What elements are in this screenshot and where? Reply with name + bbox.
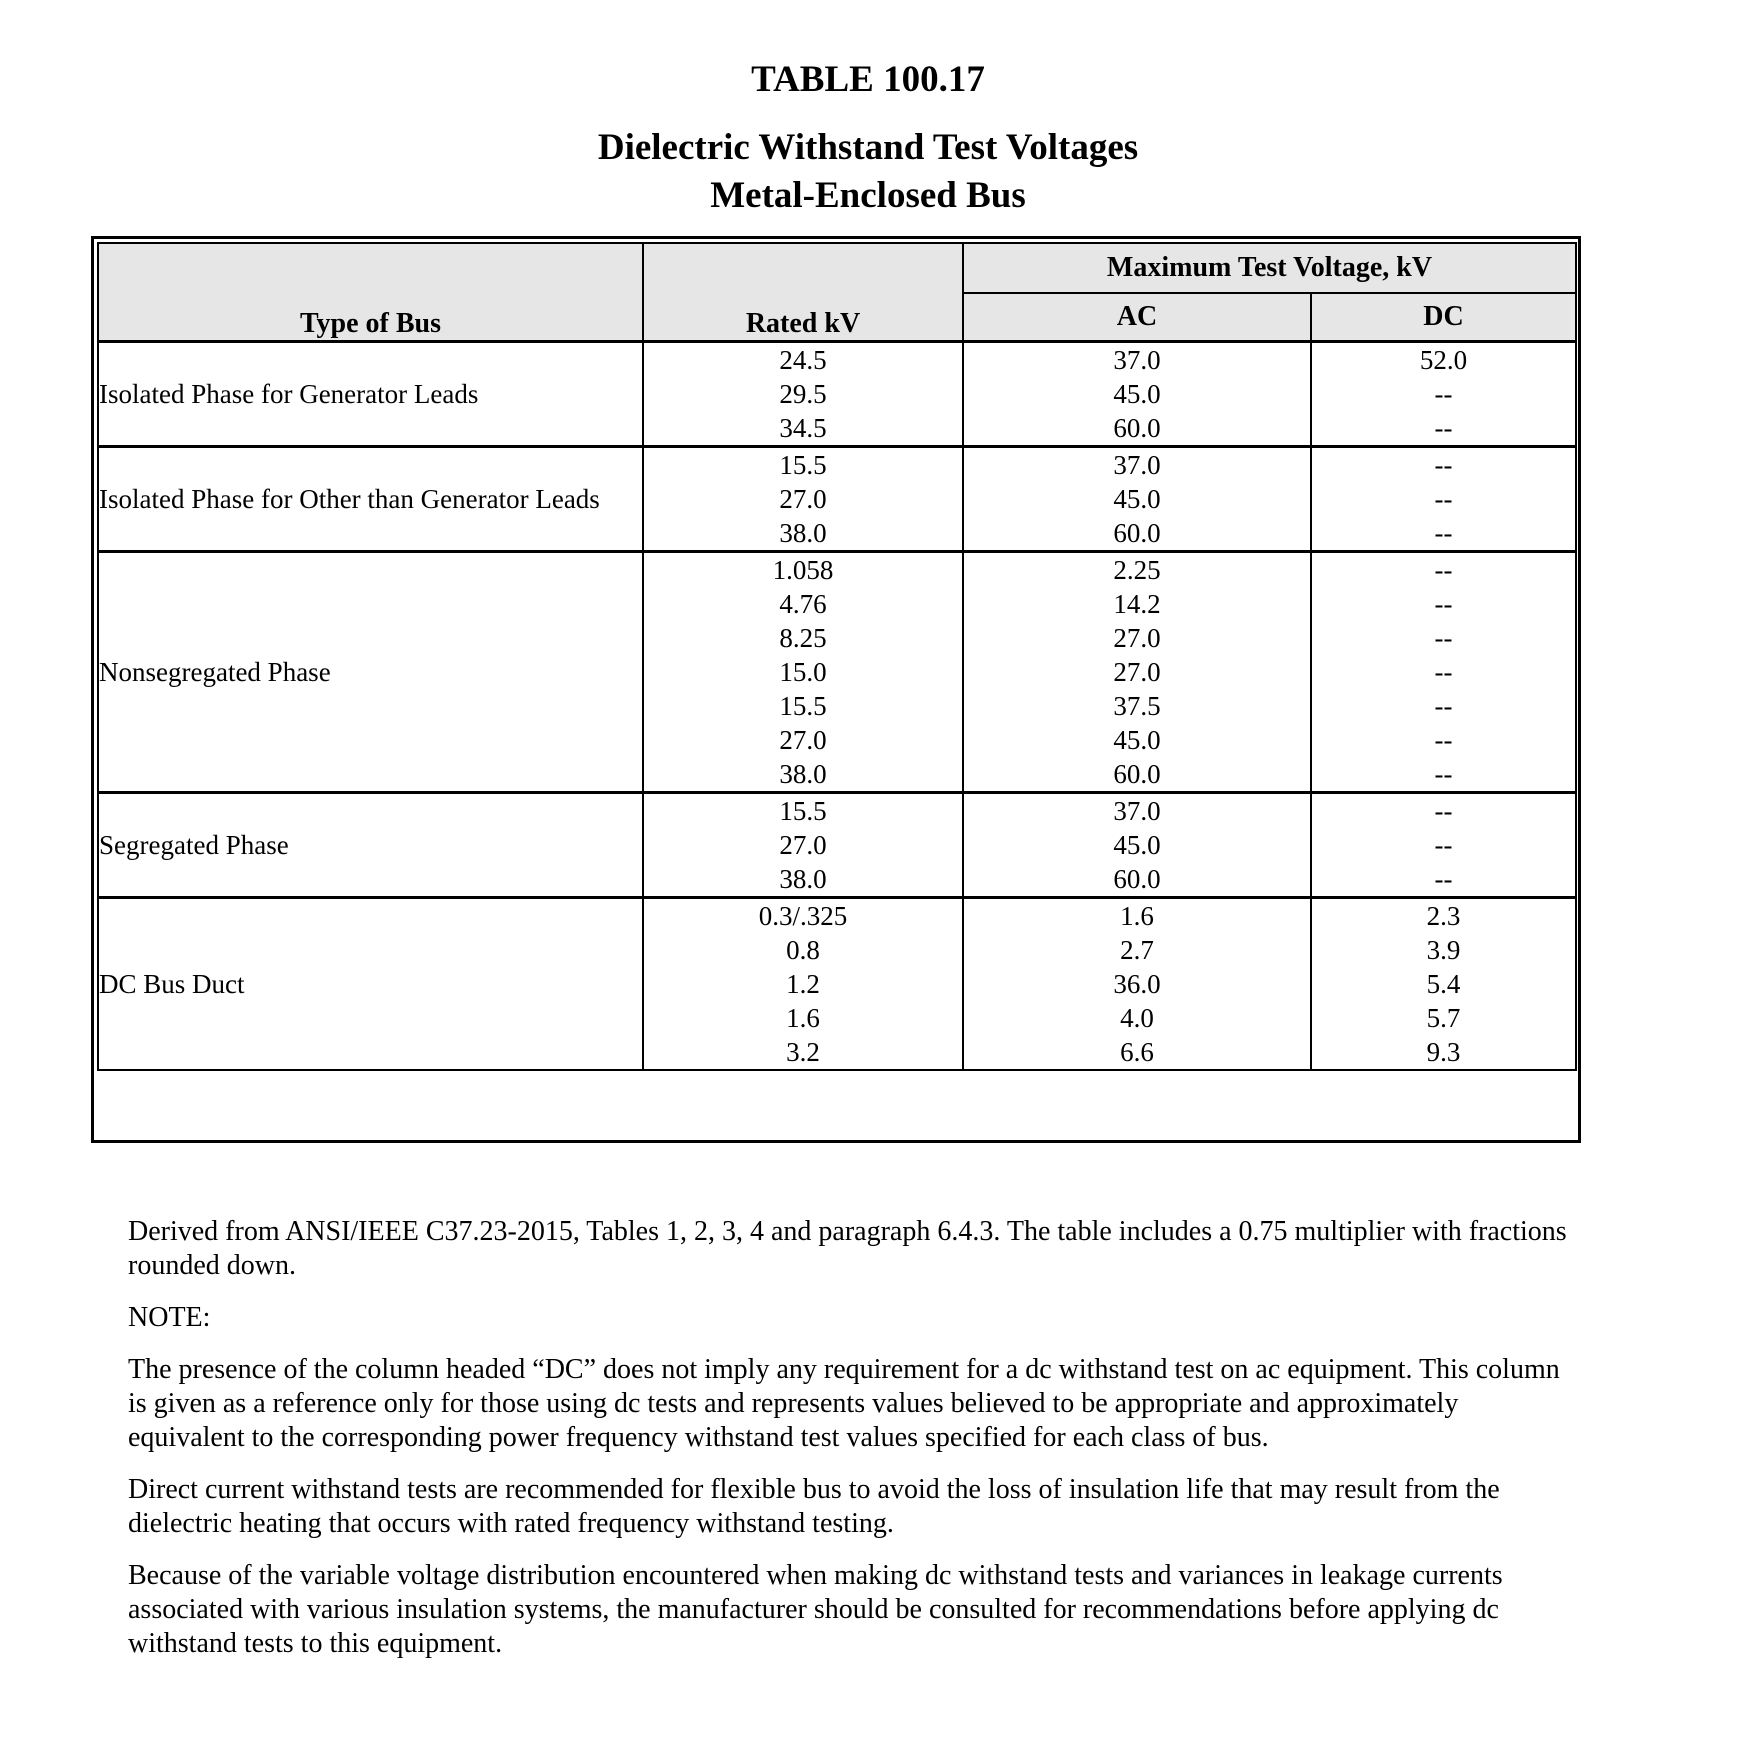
rated-values-cell: [643, 342, 963, 447]
rated-value: 15.0: [779, 657, 827, 687]
ac-value: 37.0: [1113, 450, 1161, 480]
dc-values-cell: [1311, 342, 1576, 447]
rated-value: 29.5: [779, 379, 827, 409]
table-row: [98, 793, 1576, 898]
ac-value: 45.0: [1113, 725, 1161, 755]
dc-value: 9.3: [1426, 1037, 1461, 1067]
ac-values-cell: [963, 552, 1311, 793]
header-type-of-bus: Type of Bus: [98, 243, 643, 342]
table-notes: [128, 1215, 1568, 1679]
table-row: [98, 342, 1576, 447]
ac-value: 36.0: [1113, 969, 1161, 999]
table-row: [98, 447, 1576, 552]
ac-value: 37.5: [1113, 691, 1161, 721]
dc-value: --: [1434, 691, 1453, 721]
rated-value: 8.25: [779, 623, 827, 653]
dc-value: --: [1434, 518, 1453, 548]
dc-value: --: [1434, 864, 1453, 894]
note-paragraph-2: Direct current withstand tests are recommended for flexible bus to avoid the loss of insulation life that may result from the dielectric heating that occurs with rated frequency withstand testing.: [128, 1474, 1500, 1539]
rated-value: 15.5: [779, 691, 827, 721]
dc-values-cell: [1311, 898, 1576, 1071]
ac-value: 6.6: [1120, 1037, 1154, 1067]
ac-values-cell: [963, 898, 1311, 1071]
rated-value: 3.2: [786, 1037, 820, 1067]
rated-value: 27.0: [779, 725, 827, 755]
table-row: [98, 898, 1576, 1071]
rated-value: 38.0: [779, 518, 827, 548]
bus-type-cell: Isolated Phase for Other than Generator Leads: [98, 447, 643, 552]
rated-value: 4.76: [779, 589, 827, 619]
ac-values-cell: [963, 342, 1311, 447]
ac-value: 2.7: [1120, 935, 1154, 965]
dc-value: --: [1434, 830, 1453, 860]
ac-value: 37.0: [1113, 345, 1161, 375]
dc-value: 3.9: [1426, 935, 1461, 965]
table-title: [0, 124, 1744, 220]
rated-value: 1.6: [786, 1003, 820, 1033]
rated-value: 38.0: [779, 759, 827, 789]
ac-value: 45.0: [1113, 379, 1161, 409]
rated-values-cell: [643, 552, 963, 793]
dc-values-cell: [1311, 447, 1576, 552]
table-title-line1: Dielectric Withstand Test Voltages: [597, 127, 1139, 168]
dc-value: --: [1434, 725, 1453, 755]
ac-value: 27.0: [1113, 657, 1161, 687]
bus-type-cell: Nonsegregated Phase: [98, 552, 643, 793]
note-label: NOTE:: [128, 1302, 211, 1333]
rated-value: 15.5: [779, 796, 827, 826]
rated-values-cell: [643, 793, 963, 898]
table-body: [98, 342, 1576, 1071]
dc-values-cell: [1311, 793, 1576, 898]
ac-value: 1.6: [1120, 901, 1154, 931]
ac-value: 2.25: [1113, 555, 1161, 585]
dc-value: --: [1434, 484, 1453, 514]
rated-value: 1.058: [772, 555, 834, 585]
rated-value: 1.2: [786, 969, 820, 999]
ac-value: 60.0: [1113, 759, 1161, 789]
dc-value: 2.3: [1426, 901, 1461, 931]
dc-value: --: [1434, 759, 1453, 789]
table-number: TABLE 100.17: [751, 59, 985, 100]
rated-value: 0.3/.325: [758, 901, 848, 931]
ac-value: 60.0: [1113, 413, 1161, 443]
rated-values-cell: [643, 447, 963, 552]
dc-value: 5.4: [1426, 969, 1461, 999]
rated-value: 15.5: [779, 450, 827, 480]
dc-value: --: [1434, 555, 1453, 585]
derived-note: Derived from ANSI/IEEE C37.23-2015, Tables 1, 2, 3, 4 and paragraph 6.4.3. The table includes a 0.75 multiplier with fractions rounded down.: [128, 1216, 1567, 1281]
dc-value: --: [1434, 796, 1453, 826]
rated-value: 38.0: [779, 864, 827, 894]
dc-value: --: [1434, 657, 1453, 687]
rated-value: 0.8: [786, 935, 820, 965]
ac-value: 4.0: [1120, 1003, 1154, 1033]
note-paragraph-1: The presence of the column headed “DC” does not imply any requirement for a dc withstand test on ac equipment. This column is given as a reference only for those using dc tests and represents values believed to be appropriate and approximately equivalent to the corresponding power frequency withstand test values specified for each class of bus.: [128, 1354, 1560, 1453]
ac-value: 45.0: [1113, 830, 1161, 860]
header-max-test-voltage: Maximum Test Voltage, kV: [963, 243, 1576, 293]
rated-values-cell: [643, 898, 963, 1071]
rated-value: 34.5: [779, 413, 827, 443]
ac-value: 14.2: [1113, 589, 1161, 619]
ac-value: 45.0: [1113, 484, 1161, 514]
note-paragraph-3: Because of the variable voltage distribution encountered when making dc withstand tests and variances in leakage currents associated with various insulation systems, the manufacturer should be consulted for recommendations before applying dc withstand tests to this equipment.: [128, 1560, 1503, 1659]
table-row: [98, 552, 1576, 793]
header-rated-kv: Rated kV: [643, 243, 963, 342]
dc-value: --: [1434, 450, 1453, 480]
ac-value: 60.0: [1113, 518, 1161, 548]
ac-value: 37.0: [1113, 796, 1161, 826]
ac-value: 60.0: [1113, 864, 1161, 894]
rated-value: 27.0: [779, 484, 827, 514]
ac-value: 27.0: [1113, 623, 1161, 653]
dc-values-cell: [1311, 552, 1576, 793]
dc-value: --: [1434, 413, 1453, 443]
header-dc: DC: [1311, 293, 1576, 342]
ac-values-cell: [963, 447, 1311, 552]
dc-value: --: [1434, 623, 1453, 653]
dc-value: --: [1434, 379, 1453, 409]
bus-type-cell: Segregated Phase: [98, 793, 643, 898]
dc-value: 52.0: [1419, 345, 1468, 375]
bus-type-cell: DC Bus Duct: [98, 898, 643, 1071]
table-title-line2: Metal-Enclosed Bus: [710, 175, 1026, 216]
bus-type-cell: Isolated Phase for Generator Leads: [98, 342, 643, 447]
ac-values-cell: [963, 793, 1311, 898]
dc-value: --: [1434, 589, 1453, 619]
test-voltage-table: [97, 242, 1577, 1071]
header-ac: AC: [963, 293, 1311, 342]
dc-value: 5.7: [1426, 1003, 1461, 1033]
rated-value: 24.5: [779, 345, 827, 375]
rated-value: 27.0: [779, 830, 827, 860]
